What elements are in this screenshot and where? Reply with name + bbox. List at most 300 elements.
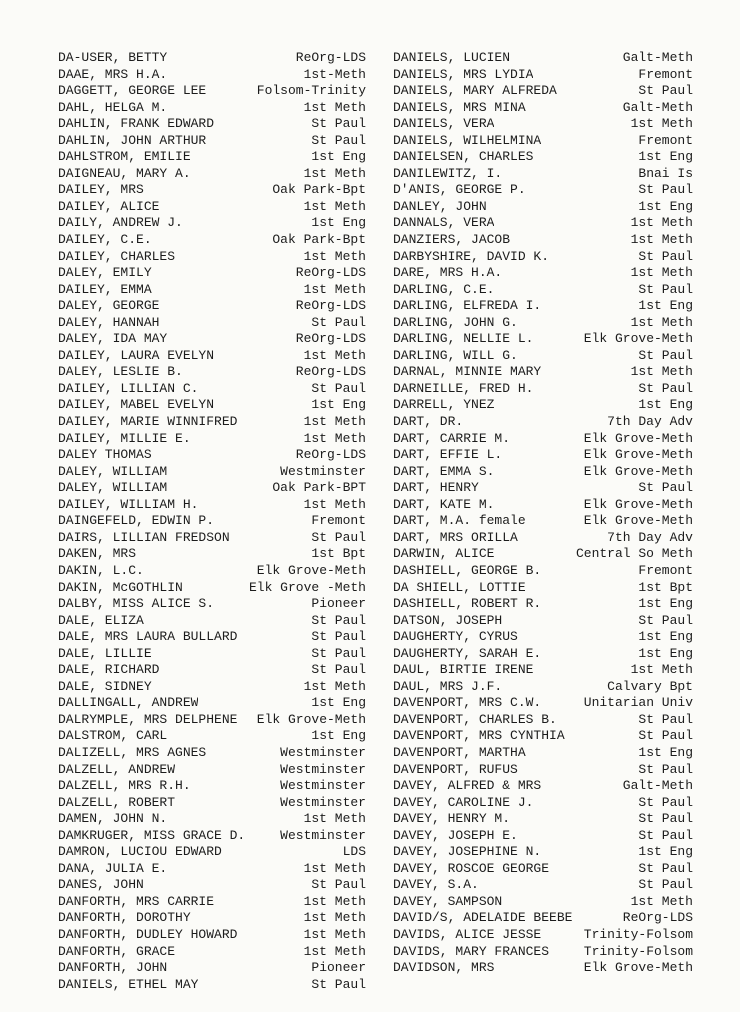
entry-name: DANIELS, MRS LYDIA (393, 66, 534, 82)
entry-church: 1st Meth (303, 860, 366, 876)
directory-entry (58, 149, 366, 166)
entry-church: St Paul (311, 629, 366, 645)
entry-church: Bnai Is (638, 165, 693, 181)
entry-church: 1st Meth (303, 248, 366, 264)
entry-name: DAIRS, LILLIAN FREDSON (58, 529, 230, 545)
entry-name: DAVIDSON, MRS (393, 960, 495, 976)
entry-church: 1st Eng (638, 596, 693, 612)
directory-entry (58, 298, 366, 315)
directory-entry (393, 232, 693, 249)
entry-church: Westminster (280, 794, 366, 810)
entry-church: Fremont (311, 513, 366, 529)
entry-church: Oak Park-Bpt (272, 182, 366, 198)
directory-entry (58, 282, 366, 299)
directory-entry (58, 977, 366, 994)
entry-name: DALE, SIDNEY (58, 678, 152, 694)
directory-entry (58, 944, 366, 961)
directory-entry (58, 960, 366, 977)
entry-name: DANNALS, VERA (393, 215, 495, 231)
entry-name: DAMRON, LUCIOU EDWARD (58, 844, 222, 860)
directory-entry (58, 348, 366, 365)
entry-church: 1st Meth (303, 496, 366, 512)
entry-church: St Paul (638, 248, 693, 264)
entry-name: DAAE, MRS H.A. (58, 66, 168, 82)
directory-entry (393, 513, 693, 530)
directory-entry (393, 530, 693, 547)
entry-church: 1st Eng (638, 298, 693, 314)
entry-church: Elk Grove-Meth (583, 430, 693, 446)
entry-name: DAILEY, WILLIAM H. (58, 496, 199, 512)
directory-entry (58, 844, 366, 861)
entry-church: Elk Grove-Meth (583, 331, 693, 347)
entry-name: DAILEY, MABEL EVELYN (58, 397, 215, 413)
entry-name: DALZELL, ANDREW (58, 761, 176, 777)
directory-entry (393, 844, 693, 861)
directory-entry (393, 265, 693, 282)
directory-entry (58, 762, 366, 779)
directory-entry (393, 397, 693, 414)
entry-name: DARE, MRS H.A. (393, 265, 503, 281)
entry-church: St Paul (638, 612, 693, 628)
entry-name: DAHLIN, FRANK EDWARD (58, 116, 215, 132)
entry-church: St Paul (638, 182, 693, 198)
entry-church: St Paul (638, 827, 693, 843)
entry-church: St Paul (638, 728, 693, 744)
directory-entry (58, 910, 366, 927)
directory-entry (58, 613, 366, 630)
entry-church: St Paul (311, 976, 366, 992)
entry-name: DARLING, JOHN G. (393, 314, 518, 330)
entry-church: 1st Meth (630, 265, 693, 281)
entry-name: DALEY, LESLIE B. (58, 364, 183, 380)
entry-name: DAILEY, MILLIE E. (58, 430, 191, 446)
directory-entry (393, 762, 693, 779)
entry-name: DANIELS, WILHELMINA (393, 132, 542, 148)
left-column (58, 50, 366, 993)
directory-entry (58, 364, 366, 381)
entry-name: DANFORTH, DUDLEY HOWARD (58, 926, 238, 942)
entry-name: DALZELL, ROBERT (58, 794, 176, 810)
directory-entry (393, 546, 693, 563)
entry-church: Westminster (280, 778, 366, 794)
entry-name: DAVEY, S.A. (393, 877, 479, 893)
directory-entry (393, 67, 693, 84)
directory-entry (58, 480, 366, 497)
entry-name: DARLING, ELFREDA I. (393, 298, 542, 314)
directory-entry (393, 464, 693, 481)
entry-church: 1st Meth (303, 281, 366, 297)
entry-church: St Paul (638, 877, 693, 893)
directory-entry (393, 348, 693, 365)
entry-name: DAKEN, MRS (58, 546, 137, 562)
directory-entry (393, 282, 693, 299)
entry-name: DAVID/S, ADELAIDE BEEBE (393, 910, 573, 926)
entry-church: Fremont (638, 66, 693, 82)
directory-entry (393, 100, 693, 117)
entry-church: 1st Eng (638, 744, 693, 760)
entry-church: 1st Eng (311, 695, 366, 711)
directory-entry (58, 182, 366, 199)
entry-church: 1st Meth (303, 99, 366, 115)
entry-church: Fremont (638, 562, 693, 578)
directory-entry (58, 596, 366, 613)
entry-church: ReOrg-LDS (622, 910, 693, 926)
directory-entry (393, 149, 693, 166)
directory-entry (58, 546, 366, 563)
directory-entry (393, 828, 693, 845)
directory-entry (393, 497, 693, 514)
entry-name: DANIELS, MRS MINA (393, 99, 526, 115)
directory-entry (393, 249, 693, 266)
entry-church: Galt-Meth (622, 50, 693, 65)
entry-name: DAINGEFELD, EDWIN P. (58, 513, 215, 529)
directory-entry (393, 745, 693, 762)
entry-church: St Paul (638, 281, 693, 297)
directory-entry (393, 480, 693, 497)
directory-entry (393, 629, 693, 646)
directory-entry (58, 199, 366, 216)
entry-name: DALE, LILLIE (58, 645, 152, 661)
directory-entry (58, 67, 366, 84)
entry-name: DANIELS, MARY ALFREDA (393, 83, 557, 99)
directory-entry (393, 166, 693, 183)
entry-name: DAMKRUGER, MISS GRACE D. (58, 827, 246, 843)
directory-entry (393, 894, 693, 911)
directory-entry (393, 877, 693, 894)
directory-entry (58, 811, 366, 828)
entry-church: Elk Grove-Meth (583, 513, 693, 529)
directory-entry (58, 497, 366, 514)
directory-entry (393, 83, 693, 100)
entry-church: St Paul (638, 761, 693, 777)
directory-entry (393, 563, 693, 580)
directory-entry (58, 381, 366, 398)
entry-name: DART, DR. (393, 414, 464, 430)
directory-entry (58, 464, 366, 481)
directory-entry (58, 447, 366, 464)
entry-name: DAVEY, ROSCOE GEORGE (393, 860, 550, 876)
entry-church: St Paul (311, 132, 366, 148)
entry-church: Fremont (638, 132, 693, 148)
entry-name: DAVENPORT, RUFUS (393, 761, 518, 777)
directory-entry (393, 215, 693, 232)
entry-name: DARLING, WILL G. (393, 347, 518, 363)
entry-name: DANFORTH, MRS CARRIE (58, 893, 215, 909)
entry-name: DA SHIELL, LOTTIE (393, 579, 526, 595)
entry-name: DALEY, IDA MAY (58, 331, 168, 347)
entry-name: DAILEY, ALICE (58, 198, 160, 214)
entry-church: St Paul (638, 860, 693, 876)
entry-church: Elk Grove-Meth (583, 960, 693, 976)
directory-entry (58, 83, 366, 100)
entry-name: DART, M.A. female (393, 513, 526, 529)
entry-name: DALE, ELIZA (58, 612, 144, 628)
entry-name: DAVEY, JOSEPHINE N. (393, 844, 542, 860)
directory-entry (58, 877, 366, 894)
entry-church: Pioneer (311, 596, 366, 612)
entry-name: DANFORTH, JOHN (58, 960, 168, 976)
entry-church: 1st Meth (630, 662, 693, 678)
entry-name: DAVENPORT, MRS C.W. (393, 695, 542, 711)
directory-entry (393, 50, 693, 67)
entry-church: 1st Meth (303, 678, 366, 694)
directory-entry (393, 580, 693, 597)
entry-church: Elk Grove-Meth (583, 447, 693, 463)
entry-name: DAVEY, ALFRED & MRS (393, 778, 542, 794)
directory-entry (58, 215, 366, 232)
directory-entry (58, 861, 366, 878)
entry-church: 1st Meth (303, 893, 366, 909)
entry-name: DAILEY, EMMA (58, 281, 152, 297)
entry-church: 7th Day Adv (607, 529, 693, 545)
directory-entry (58, 712, 366, 729)
directory-entry (58, 662, 366, 679)
directory-entry (58, 331, 366, 348)
entry-name: DART, KATE M. (393, 496, 495, 512)
entry-name: DAILY, ANDREW J. (58, 215, 183, 231)
entry-name: DANFORTH, DOROTHY (58, 910, 191, 926)
directory-entry (58, 795, 366, 812)
entry-church: St Paul (638, 83, 693, 99)
entry-name: DAHLIN, JOHN ARTHUR (58, 132, 207, 148)
entry-name: DARBYSHIRE, DAVID K. (393, 248, 550, 264)
entry-church: 1st Eng (311, 149, 366, 165)
directory-entry (393, 778, 693, 795)
entry-church: Elk Grove -Meth (248, 579, 366, 595)
entry-name: DAHLSTROM, EMILIE (58, 149, 191, 165)
entry-name: DAILEY, MRS (58, 182, 144, 198)
entry-church: St Paul (311, 877, 366, 893)
entry-church: 1st Bpt (638, 579, 693, 595)
entry-church: Trinity-Folsom (583, 943, 693, 959)
entry-church: 1st Meth (303, 811, 366, 827)
entry-name: DAHL, HELGA M. (58, 99, 168, 115)
directory-entry (393, 662, 693, 679)
entry-church: St Paul (638, 480, 693, 496)
entry-name: DALRYMPLE, MRS DELPHENE (58, 711, 238, 727)
entry-name: DAVIDS, MARY FRANCES (393, 943, 550, 959)
entry-church: 1st Meth (630, 116, 693, 132)
entry-church: Westminster (280, 744, 366, 760)
entry-church: Unitarian Univ (583, 695, 693, 711)
entry-church: St Paul (638, 711, 693, 727)
directory-entry (58, 100, 366, 117)
entry-church: St Paul (311, 529, 366, 545)
entry-name: DATSON, JOSEPH (393, 612, 503, 628)
entry-church: Westminster (280, 463, 366, 479)
directory-entry (58, 646, 366, 663)
entry-church: ReOrg-LDS (295, 50, 366, 65)
entry-name: DANFORTH, GRACE (58, 943, 176, 959)
directory-entry (393, 199, 693, 216)
entry-name: DAVEY, HENRY M. (393, 811, 511, 827)
entry-church: St Paul (311, 116, 366, 132)
directory-entry (58, 116, 366, 133)
directory-entry (58, 431, 366, 448)
entry-church: 1st Meth (630, 893, 693, 909)
directory-entry (393, 695, 693, 712)
directory-entry (393, 910, 693, 927)
entry-name: DAILEY, MARIE WINNIFRED (58, 414, 238, 430)
entry-church: Calvary Bpt (607, 678, 693, 694)
entry-name: DALEY, EMILY (58, 265, 152, 281)
directory-entry (393, 364, 693, 381)
entry-name: DANA, JULIA E. (58, 860, 168, 876)
entry-church: St Paul (638, 347, 693, 363)
entry-church: 1st Eng (311, 397, 366, 413)
entry-church: Oak Park-BPT (272, 480, 366, 496)
entry-name: DASHIELL, ROBERT R. (393, 596, 542, 612)
directory-entry (393, 431, 693, 448)
entry-church: 7th Day Adv (607, 414, 693, 430)
entry-name: DARNAL, MINNIE MARY (393, 364, 542, 380)
directory-entry (393, 182, 693, 199)
entry-name: DALEY, WILLIAM (58, 463, 168, 479)
entry-church: 1st Eng (638, 198, 693, 214)
directory-entry (58, 778, 366, 795)
directory-entry (58, 629, 366, 646)
entry-name: DANES, JOHN (58, 877, 144, 893)
directory-entry (393, 331, 693, 348)
directory-entry (393, 927, 693, 944)
entry-church: Central So Meth (575, 546, 693, 562)
entry-church: Westminster (280, 827, 366, 843)
directory-entry (58, 530, 366, 547)
entry-name: DAGGETT, GEORGE LEE (58, 83, 207, 99)
entry-name: DAVENPORT, CHARLES B. (393, 711, 557, 727)
entry-name: DANILEWITZ, I. (393, 165, 503, 181)
entry-church: Elk Grove-Meth (256, 711, 366, 727)
entry-name: DAKIN, L.C. (58, 562, 144, 578)
entry-name: DALLINGALL, ANDREW (58, 695, 199, 711)
entry-church: 1st Meth (303, 910, 366, 926)
directory-entry (58, 414, 366, 431)
directory-entry (393, 712, 693, 729)
directory-entry (393, 795, 693, 812)
entry-church: 1st Meth (303, 943, 366, 959)
entry-name: DAVENPORT, MRS CYNTHIA (393, 728, 565, 744)
directory-entry (58, 745, 366, 762)
entry-church: 1st Bpt (311, 546, 366, 562)
entry-name: DANIELS, ETHEL MAY (58, 976, 199, 992)
entry-name: DAUL, MRS J.F. (393, 678, 503, 694)
directory-entry (393, 613, 693, 630)
directory-entry (58, 563, 366, 580)
directory-entry (393, 646, 693, 663)
entry-church: 1st Meth (630, 215, 693, 231)
entry-name: DANIELS, LUCIEN (393, 50, 511, 65)
directory-entry (58, 315, 366, 332)
entry-church: St Paul (311, 612, 366, 628)
entry-church: 1st Meth (303, 926, 366, 942)
entry-name: DANIELS, VERA (393, 116, 495, 132)
entry-name: DARWIN, ALICE (393, 546, 495, 562)
directory-entry (393, 116, 693, 133)
entry-church: St Paul (311, 662, 366, 678)
entry-name: DAVEY, JOSEPH E. (393, 827, 518, 843)
directory-entry (393, 728, 693, 745)
directory-entry (393, 944, 693, 961)
entry-church: LDS (342, 844, 366, 860)
entry-name: DAVEY, SAMPSON (393, 893, 503, 909)
entry-name: DA-USER, BETTY (58, 50, 168, 65)
entry-church: Elk Grove-Meth (583, 463, 693, 479)
entry-name: DANIELSEN, CHARLES (393, 149, 534, 165)
directory-entry (58, 580, 366, 597)
entry-church: 1st Eng (638, 645, 693, 661)
entry-name: DARLING, NELLIE L. (393, 331, 534, 347)
entry-name: DART, HENRY (393, 480, 479, 496)
directory-entry (58, 679, 366, 696)
entry-name: DANZIERS, JACOB (393, 232, 511, 248)
entry-church: 1st Eng (638, 397, 693, 413)
entry-church: 1st Meth (303, 414, 366, 430)
entry-church: 1st-Meth (303, 66, 366, 82)
entry-name: DAUGHERTY, SARAH E. (393, 645, 542, 661)
directory-entry (393, 133, 693, 150)
entry-name: DALZELL, MRS R.H. (58, 778, 191, 794)
directory-entry (393, 596, 693, 613)
entry-name: DALEY THOMAS (58, 447, 152, 463)
entry-name: DALEY, GEORGE (58, 298, 160, 314)
directory-entry (393, 861, 693, 878)
entry-church: 1st Meth (630, 364, 693, 380)
entry-name: DARRELL, YNEZ (393, 397, 495, 413)
entry-name: DAILEY, LAURA EVELYN (58, 347, 215, 363)
directory-entry (58, 166, 366, 183)
entry-church: 1st Meth (303, 165, 366, 181)
directory-entry (58, 50, 366, 67)
directory-entry (393, 447, 693, 464)
entry-name: DAVIDS, ALICE JESSE (393, 926, 542, 942)
directory-entry (393, 381, 693, 398)
entry-name: DAIGNEAU, MARY A. (58, 165, 191, 181)
entry-church: 1st Meth (630, 314, 693, 330)
entry-name: DAVENPORT, MARTHA (393, 744, 526, 760)
entry-name: DANLEY, JOHN (393, 198, 487, 214)
entry-name: DALEY, WILLIAM (58, 480, 168, 496)
directory-entry (393, 414, 693, 431)
entry-name: DARLING, C.E. (393, 281, 495, 297)
entry-name: DARNEILLE, FRED H. (393, 380, 534, 396)
entry-name: DAUGHERTY, CYRUS (393, 629, 518, 645)
entry-church: 1st Eng (638, 629, 693, 645)
directory-entry (58, 397, 366, 414)
entry-church: Trinity-Folsom (583, 926, 693, 942)
entry-church: Elk Grove-Meth (583, 496, 693, 512)
entry-church: Galt-Meth (622, 778, 693, 794)
directory-entry (58, 695, 366, 712)
entry-church: ReOrg-LDS (295, 331, 366, 347)
entry-church: St Paul (638, 794, 693, 810)
entry-church: Westminster (280, 761, 366, 777)
directory-entry (393, 315, 693, 332)
directory-entry (58, 249, 366, 266)
entry-church: St Paul (638, 380, 693, 396)
directory-entry (58, 894, 366, 911)
entry-church: Folsom-Trinity (256, 83, 366, 99)
directory-entry (58, 828, 366, 845)
directory-entry (393, 298, 693, 315)
entry-church: St Paul (311, 380, 366, 396)
entry-church: ReOrg-LDS (295, 447, 366, 463)
entry-name: DALE, MRS LAURA BULLARD (58, 629, 238, 645)
directory-entry (393, 811, 693, 828)
directory-entry (58, 265, 366, 282)
entry-church: Oak Park-Bpt (272, 232, 366, 248)
entry-name: DART, CARRIE M. (393, 430, 511, 446)
directory-entry (393, 679, 693, 696)
